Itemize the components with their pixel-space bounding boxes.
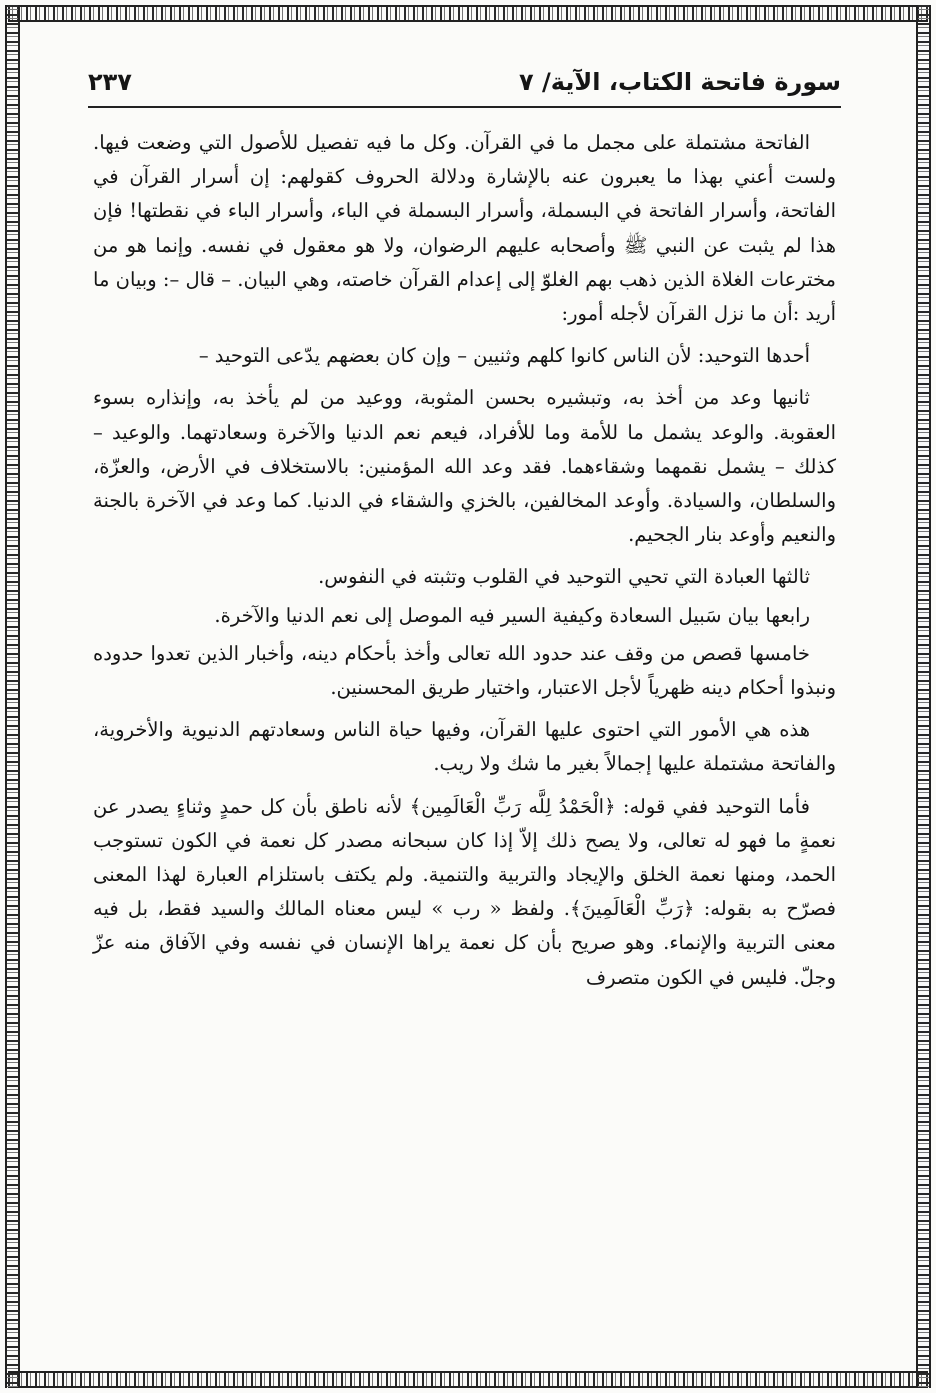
paragraph-first-tawhid: أحدها التوحيد: لأن الناس كانوا كلهم وثنيين – وإن كان بعضهم يدّعى التوحيد – [198, 344, 810, 368]
paragraph-tawhid-explanation: فأما التوحيد ففي قوله: ﴿الْحَمْدُ لِلَّه رَبِّ الْعَالَمِين﴾ لأنه ناطق بأن كل حمدٍ وثناءٍ يصدر عن نعمةٍ ما فهو له تعالى، ولا يصح ذلك إلاّ إذا كان سبحانه مصدر كل نعمة في الكون تستوجب الحمد، ومنها نعمة الخلق والإيجاد والتربية والتنمية. ولم يكتف باستلزام العبارة لهذا المعنى فصرّح به بقوله: ﴿رَبِّ الْعَالَمِينَ﴾. ولفظ « رب » ليس معناه المالك والسيد فقط، بل فيه معنى التربية والإنماء. وهو صريح بأن كل نعمة يراها الإنسان في نفسه وفي الآفاق منه عزّ وجلّ. فليس في الكون متصرف [93, 794, 836, 989]
paragraph-fifth-stories: خامسها قصص من وقف عند حدود الله تعالى وأخذ بأحكام دينه، وأخبار الذين تعدوا حدوده ونبذوا أحكام دينه ظهرياً لأجل الاعتبار، واختيار طريق المحسنين. [93, 641, 836, 700]
paragraph-third-worship: ثالثها العبادة التي تحيي التوحيد في القلوب وتثبته في النفوس. [318, 565, 810, 589]
top-border [8, 5, 928, 22]
surah-title: سورة فاتحة الكتاب، الآية/ ٧ [519, 68, 841, 96]
paragraph-fourth-path: رابعها بيان سَبيل السعادة وكيفية السير فيه الموصل إلى نعم الدنيا والآخرة. [214, 603, 810, 627]
bottom-border [8, 1371, 928, 1388]
paragraph-intro: الفاتحة مشتملة على مجمل ما في القرآن. وكل ما فيه تفصيل للأصول التي وضعت فيها. ولست أعني بهذا ما يعبرون عنه بالإشارة ودلالة الحروف كقولهم: إن أسرار القرآن في الفاتحة، وأسرار الفاتحة في البسملة، وأسرار البسملة في الباء، وأسرار الباء في نقطتها! فإن هذا لم يثبت عن النبي ﷺ وأصحابه عليهم الرضوان، ولا هو معقول في نفسه. وإنما هو من مخترعات الغلاة الذين ذهب بهم الغلوّ إلى إعدام القرآن خاصته، وهي البيان. – قال –: وبيان ما أريد :أن ما نزل القرآن لأجله أمور: [93, 131, 836, 326]
paragraph-summary: هذه هي الأمور التي احتوى عليها القرآن، وفيها حياة الناس وسعادتهم الدنيوية والأخروية، والفاتحة مشتملة عليها إجمالاً بغير ما شك ولا ريب. [93, 718, 836, 776]
paragraph-second-promise: ثانيها وعد من أخذ به، وتبشيره بحسن المثوبة، ووعيد من لم يأخذ به، وإنذاره بسوء العقوبة. والوعد يشمل ما للأمة وما للأفراد، فيعم نعم الدنيا والآخرة وسعادتهما. والوعيد – كذلك – يشمل نقمهما وشقاءهما. فقد وعد الله المؤمنين: بالاستخلاف في الأرض، والعزّة، والسلطان، والسيادة. وأوعد المخالفين، بالخزي والشقاء في الدنيا. كما وعد في الآخرة بالجنة والنعيم وأوعد بنار الجحيم. [93, 386, 836, 547]
page-body [93, 126, 836, 1003]
page-header [88, 66, 841, 108]
left-border [5, 5, 20, 1388]
page-number: ٢٣٧ [88, 68, 132, 96]
right-border [916, 5, 931, 1388]
